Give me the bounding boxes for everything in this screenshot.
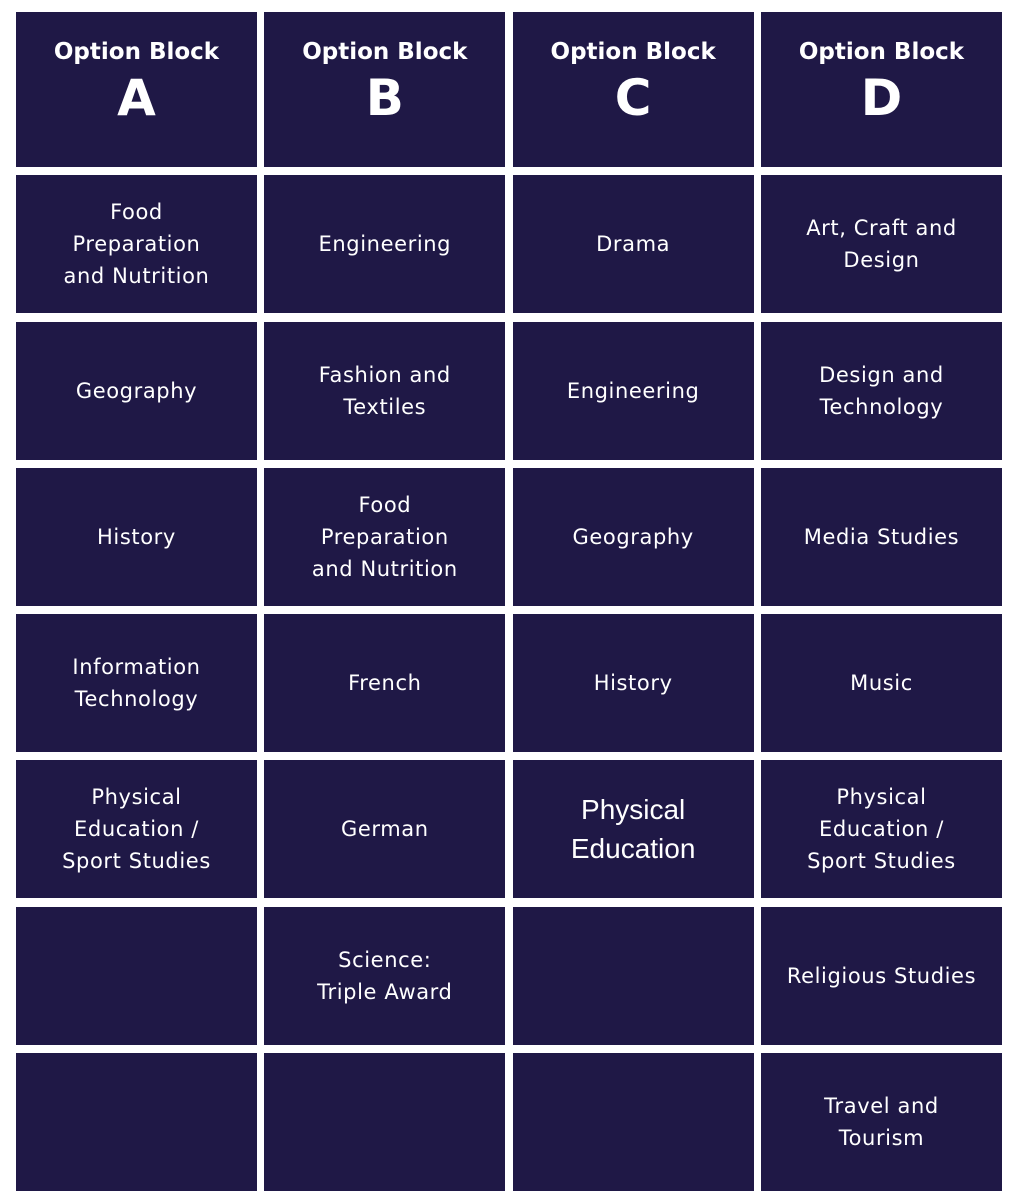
subject-name: Information Technology bbox=[72, 655, 201, 712]
option-block-label: Option Block bbox=[53, 39, 220, 65]
subject-cell bbox=[16, 614, 257, 752]
subject-name: Design and Technology bbox=[819, 362, 944, 419]
subject-cell bbox=[264, 614, 505, 752]
subject-name: Engineering bbox=[566, 378, 700, 403]
subject-name: Engineering bbox=[318, 232, 452, 257]
subject-cell-empty bbox=[264, 1053, 505, 1191]
option-block-a-header bbox=[16, 12, 257, 167]
option-block-letter: C bbox=[614, 69, 652, 127]
option-block-letter: B bbox=[365, 69, 404, 127]
subject-cell bbox=[16, 322, 257, 460]
subject-cell bbox=[761, 175, 1002, 313]
subject-cell bbox=[761, 614, 1002, 752]
subject-cell bbox=[264, 468, 505, 606]
subject-cell bbox=[16, 175, 257, 313]
subject-cell bbox=[513, 760, 754, 898]
subject-name: Music bbox=[850, 671, 913, 696]
option-block-letter: D bbox=[860, 69, 903, 127]
subject-cell bbox=[761, 907, 1002, 1045]
subject-name: Physical Education bbox=[570, 794, 696, 865]
subject-cell bbox=[16, 468, 257, 606]
option-block-letter: A bbox=[117, 69, 156, 127]
option-block-label: Option Block bbox=[798, 39, 965, 65]
subject-cell bbox=[761, 468, 1002, 606]
subject-cell bbox=[513, 175, 754, 313]
subject-name: Travel and Tourism bbox=[824, 1094, 939, 1151]
subject-name: Drama bbox=[596, 232, 671, 257]
subject-cell bbox=[513, 614, 754, 752]
subject-name: Geography bbox=[75, 378, 198, 403]
subject-cell bbox=[264, 760, 505, 898]
subject-name: Food Preparation and Nutrition bbox=[63, 200, 210, 289]
subject-name: Science: Triple Award bbox=[317, 947, 453, 1004]
subject-cell bbox=[761, 322, 1002, 460]
subject-name: Art, Craft and Design bbox=[806, 216, 957, 273]
subject-cell bbox=[264, 175, 505, 313]
subject-name: French bbox=[348, 671, 422, 696]
subject-name: History bbox=[97, 524, 176, 549]
subject-name: Physical Education / Sport Studies bbox=[62, 785, 211, 874]
subject-cell bbox=[513, 468, 754, 606]
subject-name: Physical Education / Sport Studies bbox=[807, 785, 956, 874]
subject-cell-empty bbox=[16, 907, 257, 1045]
subject-name: History bbox=[593, 671, 673, 696]
option-block-d-header bbox=[761, 12, 1002, 167]
subject-cell bbox=[513, 322, 754, 460]
subject-cell bbox=[264, 907, 505, 1045]
subject-name: Food Preparation and Nutrition bbox=[311, 492, 458, 581]
subject-name: Fashion and Textiles bbox=[318, 362, 451, 419]
option-block-c-header bbox=[513, 12, 754, 167]
subject-cell bbox=[16, 760, 257, 898]
option-block-label: Option Block bbox=[302, 39, 468, 65]
subject-name: German bbox=[340, 817, 429, 842]
subject-cell-empty bbox=[513, 907, 754, 1045]
subject-cell bbox=[761, 760, 1002, 898]
subject-cell-empty bbox=[513, 1053, 754, 1191]
option-block-label: Option Block bbox=[550, 39, 716, 65]
subject-name: Geography bbox=[572, 524, 694, 549]
subject-cell bbox=[761, 1053, 1002, 1191]
option-blocks-grid bbox=[16, 12, 1002, 1191]
subject-name: Media Studies bbox=[803, 524, 960, 549]
subject-cell-empty bbox=[16, 1053, 257, 1191]
subject-name: Religious Studies bbox=[786, 963, 977, 988]
option-block-b-header bbox=[264, 12, 505, 167]
subject-cell bbox=[264, 322, 505, 460]
